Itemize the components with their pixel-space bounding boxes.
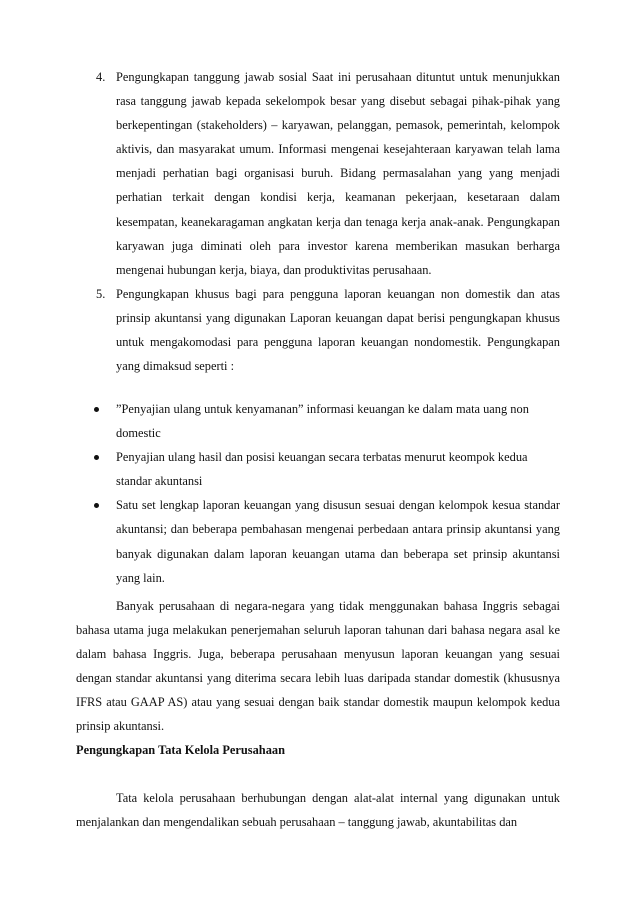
- list-item: [96, 65, 560, 282]
- bullet-list: [92, 397, 560, 590]
- list-marker: 5.: [96, 287, 106, 301]
- body-paragraph: Banyak perusahaan di negara-negara yang tidak menggunakan bahasa Inggris sebagai bahasa utama juga melakukan penerjemahan seluruh laporan tahunan dari bahasa negara asal ke dalam bahasa Inggris. Juga, beberapa perusahaan menyusun laporan keuangan yang sesuai dengan standar akuntansi yang diterima secara lebih luas daripada standar domestik (khususnya IFRS atau GAAP AS) atau yang sesuai dengan baik standar domestik maupun kelompok kedua prinsip akuntansi.: [76, 599, 560, 734]
- numbered-list: [96, 65, 560, 378]
- bullet-item: [92, 493, 560, 589]
- bullet-dot-icon: [94, 455, 99, 460]
- list-item: [96, 282, 560, 378]
- bullet-item-text: Satu set lengkap laporan keuangan yang disusun sesuai dengan kelompok kesua standar akuntansi; dan beberapa pembahasan mengenai perbedaan antara prinsip akuntansi yang banyak digunakan dalam laporan keuangan utama dan beberapa set prinsip akuntansi yang lain.: [116, 498, 560, 585]
- bullet-item: [92, 445, 560, 493]
- body-paragraph: Tata kelola perusahaan berhubungan dengan alat-alat internal yang digunakan untuk menjalankan dan mengendalikan sebuah perusahaan – tanggung jawab, akuntabilitas dan: [76, 791, 560, 830]
- bullet-item: [92, 397, 560, 445]
- bullet-dot-icon: [94, 407, 99, 412]
- list-item-text: Pengungkapan tanggung jawab sosial Saat ini perusahaan dituntut untuk menunjukkan rasa tanggung jawab kepada sekelompok besar yang disebut sebagai pihak-pihak yang berkepentingan (stakeholders) – karyawan, pelanggan, pemasok, pemerintah, kelompok aktivis, dan masyarakat umum. Informasi mengenai kesejahteraan karyawan telah lama menjadi perhatian bagi organisasi buruh. Bidang permasalahan yang yang menjadi perhatian terkait dengan kondisi kerja, keamanan pekerjaan, kesetaraan dalam kesempatan, keanekaragaman angkatan kerja dan tenaga kerja anak-anak. Pengungkapan karyawan juga diminati oleh para investor karena memberikan masukan berharga mengenai hubungan kerja, biaya, dan produktivitas perusahaan.: [116, 70, 560, 277]
- list-item-text: Pengungkapan khusus bagi para pengguna laporan keuangan non domestik dan atas prinsip akuntansi yang digunakan Laporan keuangan dapat berisi pengungkapan khusus untuk mengakomodasi para pengguna laporan keuangan nondomestik. Pengungkapan yang dimaksud seperti :: [116, 287, 560, 374]
- bullet-dot-icon: [94, 503, 99, 508]
- bullet-item-text: Penyajian ulang hasil dan posisi keuangan secara terbatas menurut keompok kedua standar akuntansi: [116, 450, 528, 489]
- list-marker: 4.: [96, 70, 106, 84]
- section-heading: Pengungkapan Tata Kelola Perusahaan: [76, 743, 285, 757]
- bullet-item-text: ”Penyajian ulang untuk kenyamanan” informasi keuangan ke dalam mata uang non domestic: [116, 402, 529, 441]
